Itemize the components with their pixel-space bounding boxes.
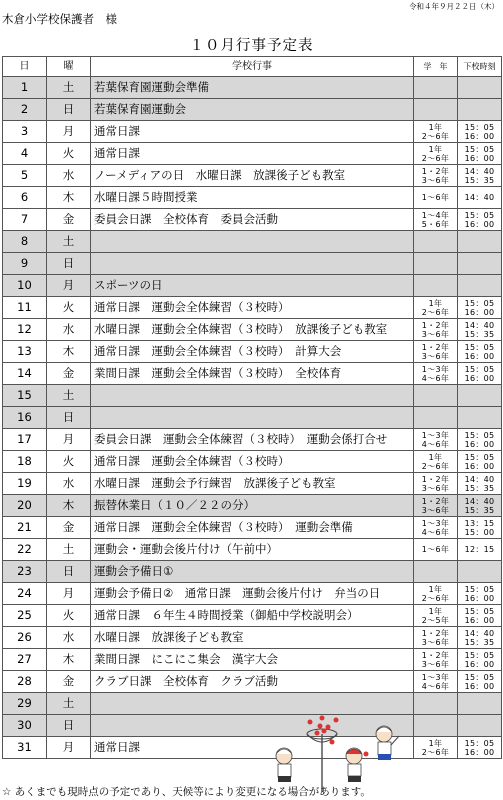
weekday-cell: 土	[47, 693, 91, 715]
weekday-cell: 木	[47, 187, 91, 209]
grade-line: 2～6年	[421, 131, 450, 141]
table-row	[3, 165, 502, 187]
grade-line: 3～6年	[421, 505, 450, 515]
table-row	[3, 77, 502, 99]
time-line: 16：00	[464, 439, 495, 449]
event-cell: 水曜日課 運動会全体練習（３校時） 放課後子ども教室	[91, 319, 414, 341]
event-cell: 通常日課	[91, 143, 414, 165]
event-cell: 業間日課 運動会全体練習（３校時） 全校体育	[91, 363, 414, 385]
table-row	[3, 473, 502, 495]
dismissal-time-cell	[458, 319, 502, 341]
dismissal-time-cell	[458, 363, 502, 385]
dismissal-time-cell	[458, 627, 502, 649]
day-cell: 30	[3, 715, 47, 737]
table-row	[3, 583, 502, 605]
time-line: 14：40	[464, 166, 495, 176]
weekday-cell: 日	[47, 715, 91, 737]
event-cell	[91, 231, 414, 253]
time-line: 15：05	[464, 364, 495, 374]
weekday-cell: 月	[47, 583, 91, 605]
table-row	[3, 517, 502, 539]
time-line: 15：05	[464, 144, 495, 154]
table-row	[3, 627, 502, 649]
weekday-cell: 土	[47, 77, 91, 99]
event-cell: 通常日課	[91, 121, 414, 143]
day-cell: 21	[3, 517, 47, 539]
day-cell: 16	[3, 407, 47, 429]
header-time: 下校時刻	[458, 57, 502, 77]
grade-line: 3～6年	[421, 659, 450, 669]
table-row	[3, 297, 502, 319]
day-cell: 22	[3, 539, 47, 561]
day-cell: 24	[3, 583, 47, 605]
table-row	[3, 561, 502, 583]
dismissal-time-cell	[458, 385, 502, 407]
event-cell: 通常日課 運動会全体練習（３校時）	[91, 297, 414, 319]
time-line: 12：15	[464, 545, 495, 554]
grade-cell	[414, 561, 458, 583]
grade-line: 3～6年	[421, 483, 450, 493]
day-cell: 4	[3, 143, 47, 165]
grade-line: 1年	[428, 452, 443, 462]
grade-cell	[414, 583, 458, 605]
table-row	[3, 231, 502, 253]
grade-cell	[414, 143, 458, 165]
time-line: 15：35	[464, 483, 495, 493]
time-line: 16：00	[464, 681, 495, 691]
grade-cell	[414, 363, 458, 385]
dismissal-time-cell	[458, 231, 502, 253]
grade-cell	[414, 517, 458, 539]
day-cell: 18	[3, 451, 47, 473]
grade-cell	[414, 649, 458, 671]
dismissal-time-cell	[458, 407, 502, 429]
event-cell: 通常日課 運動会全体練習（３校時） 運動会準備	[91, 517, 414, 539]
grade-cell	[414, 253, 458, 275]
grade-cell	[414, 451, 458, 473]
time-line: 16：00	[464, 131, 495, 141]
grade-line: 1～3年	[421, 430, 450, 440]
grade-line: 5・6年	[421, 219, 450, 229]
time-line: 14：40	[464, 496, 495, 506]
grade-line: 1・2年	[421, 320, 450, 330]
weekday-cell: 火	[47, 297, 91, 319]
grade-cell	[414, 297, 458, 319]
dismissal-time-cell	[458, 671, 502, 693]
grade-cell	[414, 715, 458, 737]
dismissal-time-cell	[458, 297, 502, 319]
dismissal-time-cell	[458, 715, 502, 737]
time-line: 15：05	[464, 342, 495, 352]
event-cell: 運動会・運動会後片付け（午前中）	[91, 539, 414, 561]
dismissal-time-cell	[458, 77, 502, 99]
weekday-cell: 木	[47, 649, 91, 671]
grade-cell	[414, 671, 458, 693]
header-grade: 学 年	[414, 57, 458, 77]
grade-cell	[414, 121, 458, 143]
grade-line: 3～6年	[421, 351, 450, 361]
weekday-cell: 月	[47, 737, 91, 759]
dismissal-time-cell	[458, 539, 502, 561]
grade-line: 1年	[428, 606, 443, 616]
day-cell: 6	[3, 187, 47, 209]
day-cell: 7	[3, 209, 47, 231]
time-line: 13：15	[464, 518, 495, 528]
table-row	[3, 99, 502, 121]
time-line: 15：05	[464, 672, 495, 682]
table-row	[3, 671, 502, 693]
day-cell: 17	[3, 429, 47, 451]
time-line: 15：00	[464, 527, 495, 537]
day-cell: 20	[3, 495, 47, 517]
time-line: 16：00	[464, 351, 495, 361]
grade-line: 2～6年	[421, 747, 450, 757]
table-row	[3, 539, 502, 561]
grade-line: 4～6年	[421, 681, 450, 691]
day-cell: 25	[3, 605, 47, 627]
day-cell: 13	[3, 341, 47, 363]
header-event: 学校行事	[91, 57, 414, 77]
time-line: 15：05	[464, 452, 495, 462]
dismissal-time-cell	[458, 605, 502, 627]
dismissal-time-cell	[458, 649, 502, 671]
time-line: 15：35	[464, 175, 495, 185]
grade-line: 1年	[428, 298, 443, 308]
grade-line: 3～6年	[421, 175, 450, 185]
event-cell: 若葉保育園運動会準備	[91, 77, 414, 99]
table-row	[3, 275, 502, 297]
weekday-cell: 土	[47, 385, 91, 407]
grade-line: 3～6年	[421, 637, 450, 647]
time-line: 15：05	[464, 430, 495, 440]
day-cell: 5	[3, 165, 47, 187]
dismissal-time-cell	[458, 473, 502, 495]
dismissal-time-cell	[458, 121, 502, 143]
grade-line: 1・2年	[421, 166, 450, 176]
grade-cell	[414, 187, 458, 209]
day-cell: 9	[3, 253, 47, 275]
weekday-cell: 日	[47, 561, 91, 583]
dismissal-time-cell	[458, 253, 502, 275]
grade-cell	[414, 385, 458, 407]
table-header-row	[3, 57, 502, 77]
day-cell: 11	[3, 297, 47, 319]
day-cell: 26	[3, 627, 47, 649]
time-line: 15：05	[464, 210, 495, 220]
grade-cell	[414, 693, 458, 715]
event-cell: スポーツの日	[91, 275, 414, 297]
event-cell: 業間日課 にこにこ集会 漢字大会	[91, 649, 414, 671]
weekday-cell: 月	[47, 429, 91, 451]
time-line: 16：00	[464, 747, 495, 757]
grade-cell	[414, 77, 458, 99]
day-cell: 29	[3, 693, 47, 715]
grade-line: 1～4年	[421, 210, 450, 220]
grade-line: 2～6年	[421, 153, 450, 163]
time-line: 16：00	[464, 219, 495, 229]
event-cell	[91, 385, 414, 407]
header-weekday: 曜	[47, 57, 91, 77]
event-cell: 通常日課 運動会全体練習（３校時） 計算大会	[91, 341, 414, 363]
event-cell: 委員会日課 全校体育 委員会活動	[91, 209, 414, 231]
grade-cell	[414, 473, 458, 495]
grade-line: 1～6年	[421, 545, 450, 554]
grade-cell	[414, 627, 458, 649]
weekday-cell: 水	[47, 165, 91, 187]
weekday-cell: 木	[47, 495, 91, 517]
grade-cell	[414, 737, 458, 759]
grade-line: 1～3年	[421, 364, 450, 374]
table-row	[3, 143, 502, 165]
weekday-cell: 木	[47, 341, 91, 363]
day-cell: 14	[3, 363, 47, 385]
dismissal-time-cell	[458, 341, 502, 363]
event-cell: 委員会日課 運動会全体練習（３校時） 運動会係打合せ	[91, 429, 414, 451]
time-line: 15：05	[464, 738, 495, 748]
grade-cell	[414, 495, 458, 517]
day-cell: 27	[3, 649, 47, 671]
grade-cell	[414, 209, 458, 231]
time-line: 15：35	[464, 329, 495, 339]
weekday-cell: 日	[47, 253, 91, 275]
day-cell: 1	[3, 77, 47, 99]
time-line: 16：00	[464, 659, 495, 669]
grade-line: 1・2年	[421, 628, 450, 638]
time-line: 16：00	[464, 153, 495, 163]
event-cell: 若葉保育園運動会	[91, 99, 414, 121]
time-line: 15：35	[464, 505, 495, 515]
grade-cell	[414, 407, 458, 429]
day-cell: 31	[3, 737, 47, 759]
grade-line: 1～6年	[421, 193, 450, 202]
event-cell: 通常日課 ６年生４時間授業（御船中学校説明会）	[91, 605, 414, 627]
table-row	[3, 187, 502, 209]
table-row	[3, 319, 502, 341]
weekday-cell: 月	[47, 121, 91, 143]
dismissal-time-cell	[458, 99, 502, 121]
grade-cell	[414, 539, 458, 561]
time-line: 15：05	[464, 122, 495, 132]
grade-cell	[414, 429, 458, 451]
grade-cell	[414, 275, 458, 297]
weekday-cell: 水	[47, 473, 91, 495]
table-row	[3, 121, 502, 143]
time-line: 16：00	[464, 307, 495, 317]
dismissal-time-cell	[458, 737, 502, 759]
dismissal-time-cell	[458, 187, 502, 209]
weekday-cell: 金	[47, 363, 91, 385]
table-row	[3, 605, 502, 627]
day-cell: 3	[3, 121, 47, 143]
time-line: 15：05	[464, 298, 495, 308]
grade-line: 1・2年	[421, 474, 450, 484]
grade-cell	[414, 231, 458, 253]
day-cell: 23	[3, 561, 47, 583]
grade-line: 1・2年	[421, 342, 450, 352]
day-cell: 10	[3, 275, 47, 297]
grade-line: 2～6年	[421, 461, 450, 471]
grade-line: 3～6年	[421, 329, 450, 339]
time-line: 14：40	[464, 320, 495, 330]
weekday-cell: 月	[47, 275, 91, 297]
table-row	[3, 495, 502, 517]
dismissal-time-cell	[458, 275, 502, 297]
weekday-cell: 金	[47, 209, 91, 231]
grade-line: 2～6年	[421, 307, 450, 317]
event-cell: 運動会予備日② 通常日課 運動会後片付け 弁当の日	[91, 583, 414, 605]
weekday-cell: 火	[47, 143, 91, 165]
weekday-cell: 日	[47, 407, 91, 429]
addressee: 木倉小学校保護者 様	[2, 12, 117, 26]
grade-line: 1・2年	[421, 496, 450, 506]
grade-line: 1年	[428, 122, 443, 132]
grade-line: 1～3年	[421, 518, 450, 528]
time-line: 16：00	[464, 615, 495, 625]
day-cell: 12	[3, 319, 47, 341]
grade-line: 2～5年	[421, 615, 450, 625]
dismissal-time-cell	[458, 517, 502, 539]
weekday-cell: 火	[47, 605, 91, 627]
table-row	[3, 209, 502, 231]
time-line: 14：40	[464, 474, 495, 484]
grade-cell	[414, 319, 458, 341]
dismissal-time-cell	[458, 561, 502, 583]
dismissal-time-cell	[458, 429, 502, 451]
event-cell	[91, 407, 414, 429]
event-cell: 水曜日課 放課後子ども教室	[91, 627, 414, 649]
table-row	[3, 693, 502, 715]
weekday-cell: 金	[47, 517, 91, 539]
dismissal-time-cell	[458, 495, 502, 517]
day-cell: 19	[3, 473, 47, 495]
grade-line: 2～6年	[421, 593, 450, 603]
table-row	[3, 451, 502, 473]
time-line: 14：40	[464, 628, 495, 638]
dismissal-time-cell	[458, 209, 502, 231]
table-row	[3, 341, 502, 363]
event-cell: クラブ日課 全校体育 クラブ活動	[91, 671, 414, 693]
event-cell: 振替休業日（１０／２２の分）	[91, 495, 414, 517]
kids-tamaire-illustration	[262, 712, 402, 792]
issue-date: 令和４年９月２２日（木）	[409, 2, 499, 11]
dismissal-time-cell	[458, 451, 502, 473]
time-line: 16：00	[464, 593, 495, 603]
day-cell: 15	[3, 385, 47, 407]
weekday-cell: 火	[47, 451, 91, 473]
event-cell: 水曜日課５時間授業	[91, 187, 414, 209]
time-line: 16：00	[464, 461, 495, 471]
dismissal-time-cell	[458, 693, 502, 715]
table-row	[3, 407, 502, 429]
dismissal-time-cell	[458, 165, 502, 187]
footnote: ☆ あくまでも現時点の予定であり、天候等により変更になる場合があります。	[2, 786, 371, 798]
time-line: 15：05	[464, 584, 495, 594]
page-title: １０月行事予定表	[189, 38, 314, 54]
event-cell	[91, 253, 414, 275]
dismissal-time-cell	[458, 583, 502, 605]
weekday-cell: 土	[47, 231, 91, 253]
grade-line: 1年	[428, 144, 443, 154]
weekday-cell: 土	[47, 539, 91, 561]
grade-line: 1・2年	[421, 650, 450, 660]
event-cell: ノーメディアの日 水曜日課 放課後子ども教室	[91, 165, 414, 187]
table-row	[3, 737, 502, 759]
grade-cell	[414, 99, 458, 121]
table-row	[3, 385, 502, 407]
grade-line: 1～3年	[421, 672, 450, 682]
grade-line: 1年	[428, 584, 443, 594]
weekday-cell: 金	[47, 671, 91, 693]
event-cell: 水曜日課 運動会予行練習 放課後子ども教室	[91, 473, 414, 495]
event-cell: 運動会予備日①	[91, 561, 414, 583]
schedule-table	[2, 56, 502, 759]
event-cell: 通常日課 運動会全体練習（３校時）	[91, 451, 414, 473]
weekday-cell: 水	[47, 319, 91, 341]
time-line: 15：35	[464, 637, 495, 647]
table-row	[3, 715, 502, 737]
grade-line: 4～6年	[421, 527, 450, 537]
time-line: 15：05	[464, 650, 495, 660]
time-line: 15：05	[464, 606, 495, 616]
table-row	[3, 429, 502, 451]
grade-cell	[414, 605, 458, 627]
weekday-cell: 日	[47, 99, 91, 121]
day-cell: 2	[3, 99, 47, 121]
time-line: 14：40	[464, 193, 495, 202]
table-row	[3, 649, 502, 671]
table-row	[3, 253, 502, 275]
grade-line: 1年	[428, 738, 443, 748]
grade-line: 4～6年	[421, 439, 450, 449]
grade-cell	[414, 165, 458, 187]
grade-line: 4～6年	[421, 373, 450, 383]
table-row	[3, 363, 502, 385]
header-day: 日	[3, 57, 47, 77]
event-cell: 通常日課	[91, 737, 414, 759]
grade-cell	[414, 341, 458, 363]
time-line: 16：00	[464, 373, 495, 383]
day-cell: 28	[3, 671, 47, 693]
dismissal-time-cell	[458, 143, 502, 165]
weekday-cell: 水	[47, 627, 91, 649]
day-cell: 8	[3, 231, 47, 253]
